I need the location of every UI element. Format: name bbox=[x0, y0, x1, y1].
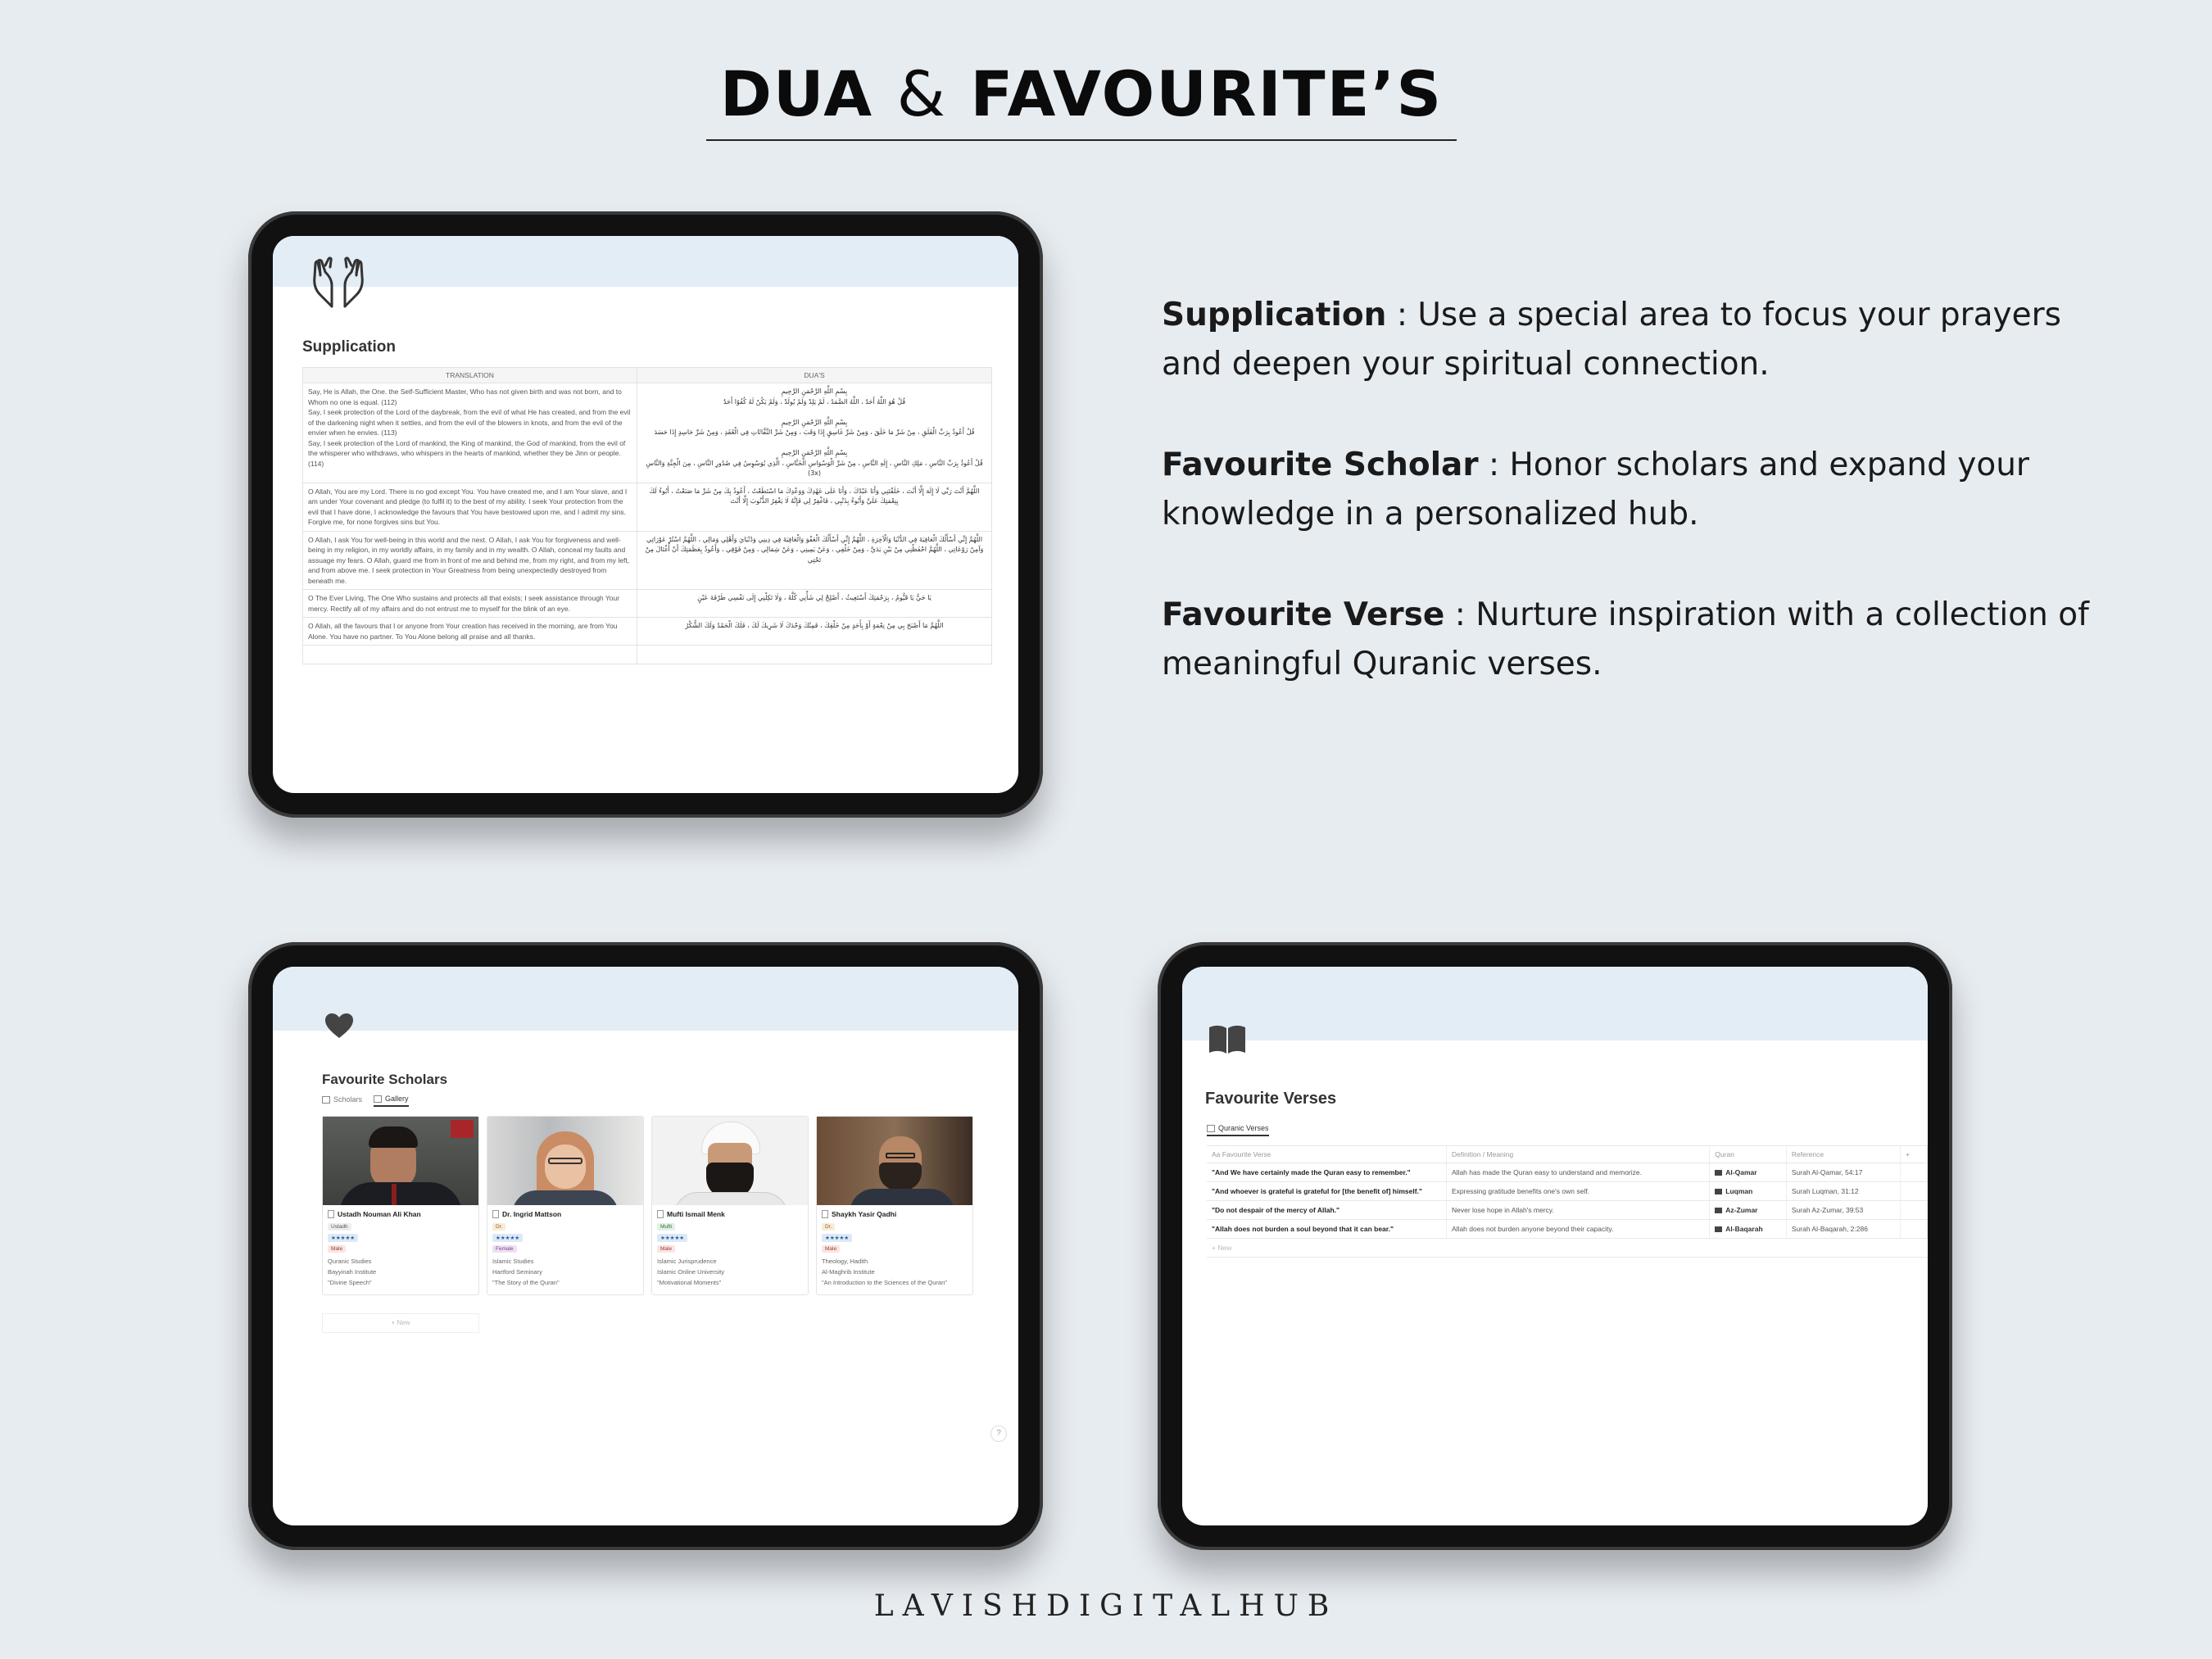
verses-screen bbox=[1182, 967, 1928, 1525]
gender-tag: Male bbox=[657, 1245, 675, 1253]
table-row[interactable] bbox=[303, 531, 992, 590]
table-row[interactable] bbox=[303, 590, 992, 618]
quran-cell[interactable]: Al-Qamar bbox=[1710, 1163, 1787, 1182]
description-text: : Use a special area to focus your prayers and deepen your spiritual connection. bbox=[1162, 297, 2061, 383]
scholar-field: Quranic Studies bbox=[328, 1258, 372, 1265]
scholar-field: Islamic Jurisprudence bbox=[657, 1258, 717, 1265]
title-underline bbox=[706, 139, 1457, 141]
page-icon bbox=[492, 1210, 499, 1218]
scholar-card[interactable] bbox=[322, 1116, 479, 1295]
meaning-cell[interactable]: Allah does not burden anyone beyond their capacity. bbox=[1447, 1220, 1710, 1239]
supplication-heading: Supplication bbox=[302, 338, 396, 356]
scholar-work: "An Introduction to the Sciences of the Quran" bbox=[822, 1279, 947, 1286]
scholars-heading: Favourite Scholars bbox=[322, 1072, 448, 1087]
scholar-name: Ustadh Nouman Ali Khan bbox=[338, 1210, 421, 1218]
scholar-name: Mufti Ismail Menk bbox=[667, 1210, 725, 1218]
new-verse-button[interactable]: + New bbox=[1207, 1239, 1447, 1258]
scholar-photo bbox=[652, 1117, 808, 1205]
reference-cell[interactable]: Surah Al-Baqarah, 2:286 bbox=[1786, 1220, 1900, 1239]
dua-cell[interactable]: يَا حَيُّ يَا قَيُّومُ ، بِرَحْمَتِكَ أَسْتَغِيثُ ، أَصْلِحْ لِي شَأْنِي كُلَّهُ ، وَلَا تَكِلْنِي إِلَى نَفْسِي طَرْفَةَ عَيْنٍ bbox=[637, 590, 992, 618]
view-tabs bbox=[1207, 1124, 1269, 1136]
scholar-gallery bbox=[322, 1116, 973, 1295]
table-row[interactable] bbox=[1207, 1201, 1928, 1220]
scholar-photo bbox=[817, 1117, 972, 1205]
verse-cell[interactable]: "Allah does not burden a soul beyond that it can bear." bbox=[1207, 1220, 1447, 1239]
scholar-institute: Bayyinah Institute bbox=[328, 1268, 377, 1276]
dua-cell[interactable]: اللَّهُمَّ إِنِّي أَسْأَلُكَ الْعَافِيَةَ فِي الدُّنْيَا وَالْآخِرَةِ ، اللَّهُمَّ إِنِّي أَسْأَلُكَ الْعَفْوَ وَالْعَافِيَةَ فِي دِينِي وَدُنْيَايَ وَأَهْلِي وَمَالِي ، اللَّهُمَّ اسْتُرْ عَوْرَاتِي وَآمِنْ رَوْعَاتِي ، اللَّهُمَّ احْفَظْنِي مِنْ بَيْنِ يَدَيَّ ، وَمِنْ خَلْفِي ، وَعَنْ يَمِينِي ، وَعَنْ شِمَالِي ، وَمِنْ فَوْقِي ، وَأَعُوذُ بِعَظَمَتِكَ أَنْ أُغْتَالَ مِنْ تَحْتِي bbox=[637, 531, 992, 590]
quran-cell[interactable]: Az-Zumar bbox=[1710, 1201, 1787, 1220]
book-icon bbox=[1715, 1208, 1722, 1213]
tablet-supplication bbox=[248, 211, 1043, 818]
description-label: Favourite Scholar bbox=[1162, 446, 1479, 483]
gender-tag: Male bbox=[822, 1245, 840, 1253]
brand-footer: LAVISHDIGITALHUB bbox=[873, 1589, 1339, 1623]
add-column-button[interactable]: + bbox=[1901, 1146, 1928, 1163]
tab-quranic-verses[interactable]: Quranic Verses bbox=[1207, 1124, 1269, 1136]
gender-tag: Female bbox=[492, 1245, 517, 1253]
view-tabs bbox=[322, 1095, 409, 1107]
scholar-institute: Hartford Seminary bbox=[492, 1268, 542, 1276]
quran-cell[interactable]: Luqman bbox=[1710, 1182, 1787, 1201]
translation-cell[interactable]: O Allah, I ask You for well-being in this world and the next. O Allah, I ask You for forgiveness and well-being in my religion, in my worldly affairs, in my family and in my wealth. O Allah, conceal my faults and assuage my fears. O Allah, guard me from in front of me and behind me, from my right, and from my left, and from above me. I seek protection in Your Greatness from being unexpectedly destroyed from beneath me. bbox=[303, 531, 637, 590]
gender-tag: Male bbox=[328, 1245, 346, 1253]
column-header-translation[interactable]: TRANSLATION bbox=[303, 368, 637, 383]
reference-cell[interactable]: Surah Az-Zumar, 39:53 bbox=[1786, 1201, 1900, 1220]
page-banner bbox=[273, 236, 1018, 287]
description-text: : Honor scholars and expand your knowledge in a personalized hub. bbox=[1162, 446, 2029, 533]
dua-cell[interactable]: بِسْمِ اللَّهِ الرَّحْمَنِ الرَّحِيمِ قُلْ هُوَ اللَّهُ أَحَدٌ ، اللَّهُ الصَّمَدُ ، لَمْ يَلِدْ وَلَمْ يُولَدْ ، وَلَمْ يَكُنْ لَهُ كُفُوًا أَحَدٌ بِسْمِ اللَّهِ الرَّحْمَنِ الرَّحِيمِ قُلْ أَعُوذُ بِرَبِّ الْفَلَقِ ، مِنْ شَرِّ مَا خَلَقَ ، وَمِنْ شَرِّ غَاسِقٍ إِذَا وَقَبَ ، وَمِنْ شَرِّ النَّفَّاثَاتِ فِي الْعُقَدِ ، وَمِنْ شَرِّ حَاسِدٍ إِذَا حَسَدَ بِسْمِ اللَّهِ الرَّحْمَنِ الرَّحِيمِ قُلْ أَعُوذُ بِرَبِّ النَّاسِ ، مَلِكِ النَّاسِ ، إِلَهِ النَّاسِ ، مِنْ شَرِّ الْوَسْوَاسِ الْخَنَّاسِ ، الَّذِي يُوَسْوِسُ فِي صُدُورِ النَّاسِ ، مِنَ الْجِنَّةِ وَالنَّاسِ (3x) bbox=[637, 383, 992, 483]
heart-icon bbox=[324, 1012, 355, 1040]
table-row[interactable] bbox=[1207, 1163, 1928, 1182]
description-supplication bbox=[1162, 291, 2112, 389]
column-header-duas[interactable]: DUA'S bbox=[637, 368, 992, 383]
scholar-institute: Islamic Online University bbox=[657, 1268, 725, 1276]
open-book-icon bbox=[1207, 1022, 1248, 1055]
reference-cell[interactable]: Surah Luqman, 31:12 bbox=[1786, 1182, 1900, 1201]
table-row[interactable] bbox=[1207, 1182, 1928, 1201]
translation-cell[interactable]: O Allah, all the favours that I or anyone from Your creation has received in the morning, are from You Alone. You have no partner. To You Alone belong all praise and all thanks. bbox=[303, 618, 637, 646]
scholars-screen bbox=[273, 967, 1018, 1525]
title-part-favourites: FAVOURITE’S bbox=[970, 57, 1444, 130]
rating-badge: ★★★★★ bbox=[328, 1234, 358, 1242]
book-icon bbox=[1715, 1226, 1722, 1232]
column-header-quran[interactable]: Quran bbox=[1710, 1146, 1787, 1163]
book-icon bbox=[1715, 1170, 1722, 1176]
tablet-favourite-scholars bbox=[248, 942, 1043, 1550]
quran-cell[interactable]: Al-Baqarah bbox=[1710, 1220, 1787, 1239]
verse-cell[interactable]: "And whoever is grateful is grateful for [the benefit of] himself." bbox=[1207, 1182, 1447, 1201]
meaning-cell[interactable]: Never lose hope in Allah's mercy. bbox=[1447, 1201, 1710, 1220]
page-icon bbox=[657, 1210, 664, 1218]
scholar-card[interactable] bbox=[816, 1116, 973, 1295]
praying-hands-icon bbox=[307, 256, 369, 310]
table-row[interactable] bbox=[303, 618, 992, 646]
help-button[interactable]: ? bbox=[990, 1426, 1007, 1442]
rating-badge: ★★★★★ bbox=[657, 1234, 687, 1242]
scholar-work: "Motivational Moments" bbox=[657, 1279, 722, 1286]
rating-badge: ★★★★★ bbox=[492, 1234, 523, 1242]
verses-heading: Favourite Verses bbox=[1205, 1090, 1337, 1108]
scholar-name: Dr. Ingrid Mattson bbox=[502, 1210, 562, 1218]
tablet-favourite-verses bbox=[1158, 942, 1952, 1550]
column-header-favourite-verse[interactable]: Aa Favourite Verse bbox=[1207, 1146, 1447, 1163]
meaning-cell[interactable]: Allah has made the Quran easy to understand and memorize. bbox=[1447, 1163, 1710, 1182]
scholar-photo bbox=[487, 1117, 643, 1205]
gallery-icon bbox=[374, 1095, 382, 1103]
translation-cell[interactable]: O The Ever Living, The One Who sustains and protects all that exists; I seek assistance through Your mercy. Rectify all of my affairs and do not entrust me to myself for the blink of an eye. bbox=[303, 590, 637, 618]
description-favourite-scholar bbox=[1162, 441, 2112, 539]
book-icon bbox=[1715, 1189, 1722, 1194]
supplication-screen bbox=[273, 236, 1018, 793]
scholar-card[interactable] bbox=[651, 1116, 809, 1295]
scholar-field: Theology, Hadith bbox=[822, 1258, 868, 1265]
reference-cell[interactable]: Surah Al-Qamar, 54:17 bbox=[1786, 1163, 1900, 1182]
scholar-name: Shaykh Yasir Qadhi bbox=[832, 1210, 897, 1218]
title-tag: Dr. bbox=[822, 1223, 835, 1231]
new-scholar-button[interactable]: + New bbox=[322, 1313, 479, 1333]
page-title bbox=[0, 57, 2163, 130]
rating-badge: ★★★★★ bbox=[822, 1234, 852, 1242]
description-label: Favourite Verse bbox=[1162, 596, 1445, 633]
title-tag: Mufti bbox=[657, 1223, 675, 1231]
description-label: Supplication bbox=[1162, 297, 1387, 333]
column-header-reference[interactable]: Reference bbox=[1786, 1146, 1900, 1163]
supplication-table bbox=[302, 367, 992, 664]
translation-cell[interactable]: Say, He is Allah, the One. the Self-Sufficient Master, Who has not given birth and was not born, and to Whom no one is equal. (112) Say, I seek protection of the Lord of the daybreak, from the evil of what He has created, and from the evil of the darkening night when it settles, and from the evil of the blowers in knots, and from the evil of the envier when he envies. (113) Say, I seek protection of the Lord of mankind, the King of mankind, the God of mankind, from the evil of the whisperer who withdraws, who whispers in the hearts of mankind, whether they be Jinn or people. (114) bbox=[303, 383, 637, 483]
page-banner bbox=[273, 967, 1018, 1031]
scholar-card[interactable] bbox=[487, 1116, 644, 1295]
page-banner bbox=[1182, 967, 1928, 1040]
table-row[interactable] bbox=[303, 483, 992, 531]
table-icon bbox=[1207, 1125, 1215, 1132]
scholar-work: "The Story of the Quran" bbox=[492, 1279, 560, 1286]
tab-scholars[interactable]: Scholars bbox=[322, 1095, 362, 1107]
scholar-photo bbox=[323, 1117, 478, 1205]
meaning-cell[interactable]: Expressing gratitude benefits one's own self. bbox=[1447, 1182, 1710, 1201]
scholar-work: "Divine Speech" bbox=[328, 1279, 372, 1286]
verse-cell[interactable]: "Do not despair of the mercy of Allah." bbox=[1207, 1201, 1447, 1220]
verses-table bbox=[1207, 1145, 1928, 1258]
tab-gallery[interactable]: Gallery bbox=[374, 1095, 409, 1107]
scholar-field: Islamic Studies bbox=[492, 1258, 534, 1265]
table-icon bbox=[322, 1096, 330, 1104]
scholar-institute: Al-Maghrib Institute bbox=[822, 1268, 875, 1276]
title-tag: Ustadh bbox=[328, 1223, 351, 1231]
description-text: : Nurture inspiration with a collection of meaningful Quranic verses. bbox=[1162, 596, 2089, 682]
table-row[interactable] bbox=[1207, 1220, 1928, 1239]
translation-cell[interactable]: O Allah, You are my Lord. There is no god except You. You have created me, and I am Your slave, and I am under Your covenant and pledge (to fulfil it) to the best of my ability. I seek Your protection from the evil that I have done, I acknowledge the favours that You have bestowed upon me, and I admit my sins. Forgive me, for none forgives sins but You. bbox=[303, 483, 637, 531]
title-ampersand: & bbox=[896, 57, 947, 130]
page-icon bbox=[328, 1210, 334, 1218]
dua-cell[interactable]: اللَّهُمَّ مَا أَصْبَحَ بِي مِنْ نِعْمَةٍ أَوْ بِأَحَدٍ مِنْ خَلْقِكَ ، فَمِنْكَ وَحْدَكَ لَا شَرِيكَ لَكَ ، فَلَكَ الْحَمْدُ وَلَكَ الشُّكْرُ bbox=[637, 618, 992, 646]
empty-table-row[interactable] bbox=[303, 646, 992, 664]
dua-cell[interactable]: اللَّهُمَّ أَنْتَ رَبِّي لَا إِلَهَ إِلَّا أَنْتَ ، خَلَقْتَنِي وَأَنَا عَبْدُكَ ، وَأَنَا عَلَى عَهْدِكَ وَوَعْدِكَ مَا اسْتَطَعْتُ ، أَعُوذُ بِكَ مِنْ شَرِّ مَا صَنَعْتُ ، أَبُوءُ لَكَ بِنِعْمَتِكَ عَلَيَّ وَأَبُوءُ بِذَنْبِي ، فَاغْفِرْ لِي فَإِنَّهُ لَا يَغْفِرُ الذُّنُوبَ إِلَّا أَنْتَ bbox=[637, 483, 992, 531]
description-favourite-verse bbox=[1162, 591, 2112, 689]
verse-cell[interactable]: "And We have certainly made the Quran easy to remember." bbox=[1207, 1163, 1447, 1182]
page-icon bbox=[822, 1210, 828, 1218]
table-row[interactable] bbox=[303, 383, 992, 483]
column-header-definition[interactable]: Definition / Meaning bbox=[1447, 1146, 1710, 1163]
title-part-dua: DUA bbox=[719, 57, 874, 130]
title-tag: Dr. bbox=[492, 1223, 505, 1231]
